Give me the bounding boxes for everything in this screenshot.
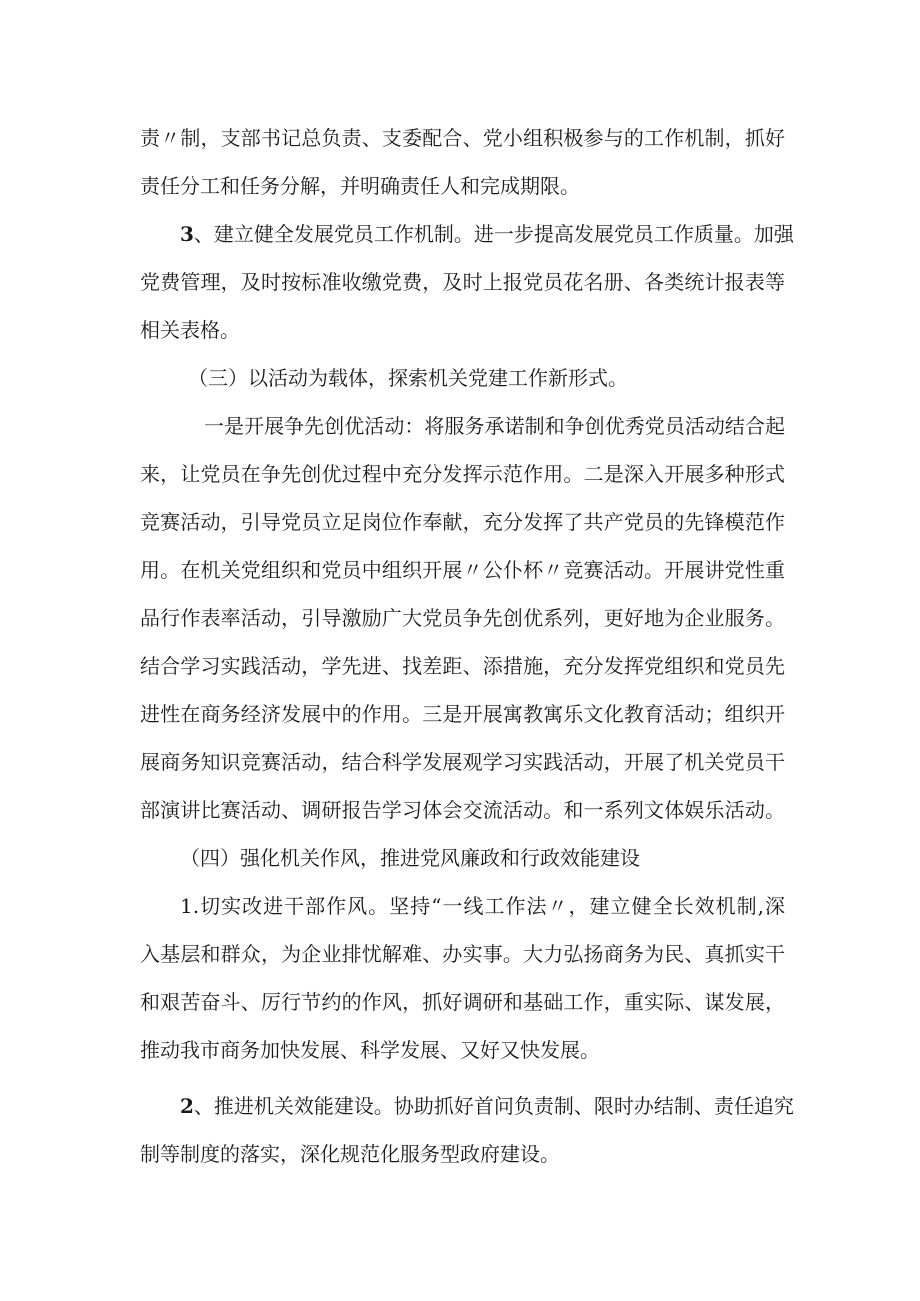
paragraph-4-line-3: 竞赛活动，引导党员立足岗位作奉献，充分发挥了共产党员的先锋模范作 bbox=[140, 510, 785, 534]
paragraph-2-line-3: 相关表格。 bbox=[140, 318, 240, 342]
paragraph-6-line-3: 和艰苦奋斗、厉行节约的作风，抓好调研和基础工作，重实际、谋发展， bbox=[140, 990, 785, 1014]
paragraph-2-line-1 bbox=[180, 218, 794, 250]
paragraph-7-line-1 bbox=[180, 1090, 794, 1122]
section-heading-3: （三）以活动为载体，探索机关党建工作新形式。 bbox=[188, 366, 628, 390]
paragraph-6-line-4: 推动我市商务加快发展、科学发展、又好又快发展。 bbox=[140, 1038, 600, 1062]
paragraph-2-number: 3 bbox=[180, 222, 194, 246]
paragraph-6-line-2: 入基层和群众，为企业排忧解难、办实事。大力弘扬商务为民、真抓实干 bbox=[140, 942, 785, 966]
paragraph-7-number: 2 bbox=[180, 1094, 194, 1118]
paragraph-7-line-2: 制等制度的落实，深化规范化服务型政府建设。 bbox=[140, 1142, 560, 1166]
paragraph-4-line-6: 结合学习实践活动，学先进、找差距、添措施，充分发挥党组织和党员先 bbox=[140, 654, 785, 678]
paragraph-4-line-1: 一是开展争先创优活动：将服务承诺制和争创优秀党员活动结合起 bbox=[204, 414, 785, 438]
paragraph-1-line-2: 责任分工和任务分解，并明确责任人和完成期限。 bbox=[140, 174, 580, 198]
paragraph-4-line-7: 进性在商务经济发展中的作用。三是开展寓教寓乐文化教育活动；组织开 bbox=[140, 702, 785, 726]
paragraph-1-line-1: 责〃制，支部书记总负责、支委配合、党小组积极参与的工作机制，抓好 bbox=[140, 126, 785, 150]
paragraph-2-line-1-text: 、建立健全发展党员工作机制。进一步提高发展党员工作质量。加强 bbox=[193, 222, 794, 246]
paragraph-4-line-2: 来，让党员在争先创优过程中充分发挥示范作用。二是深入开展多种形式 bbox=[140, 462, 785, 486]
paragraph-4-line-8: 展商务知识竞赛活动，结合科学发展观学习实践活动，开展了机关党员干 bbox=[140, 750, 785, 774]
paragraph-7-line-1-text: 、推进机关效能建设。协助抓好首问负责制、限时办结制、责任追究 bbox=[193, 1094, 794, 1118]
section-heading-4: （四）强化机关作风，推进党风廉政和行政效能建设 bbox=[180, 846, 640, 870]
paragraph-6-line-1: 1.切实改进干部作风。坚持“一线工作法〃，建立健全长效机制,深 bbox=[180, 894, 785, 918]
paragraph-4-line-5: 品行作表率活动，引导激励广大党员争先创优系列，更好地为企业服务。 bbox=[140, 606, 785, 630]
paragraph-4-line-9: 部演讲比赛活动、调研报告学习体会交流活动。和一系列文体娱乐活动。 bbox=[140, 798, 785, 822]
paragraph-4-line-4: 用。在机关党组织和党员中组织开展〃公仆杯〃竞赛活动。开展讲党性重 bbox=[140, 558, 785, 582]
paragraph-2-line-2: 党费管理，及时按标准收缴党费，及时上报党员花名册、各类统计报表等 bbox=[140, 270, 785, 294]
